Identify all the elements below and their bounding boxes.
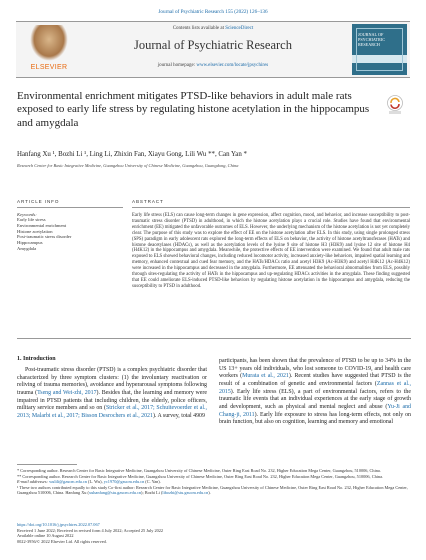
contents-line [80,26,346,31]
body-text: ). Early life exposure to stress has long-term effects, not only on brain function, but also on cognition, learning and memory and emotional [219,411,411,426]
elsevier-tree-icon [30,25,68,61]
footnote-co-first [17,485,411,496]
footnotes [17,468,411,496]
received-dates: Received 1 June 2022; Received in revised form 4 July 2022; Accepted 25 July 2022 [17,527,164,533]
keyword: Post-traumatic stress disorder [17,234,72,240]
author-list[interactable]: Hanfang Xu ¹, Bozhi Li ¹, Ling Li, Zhixin Fan, Xiayu Gong, Lili Wu **, Can Yan * [17,151,247,158]
article-title: Environmental enrichment mitigates PTSD-like behaviors in adult male rats exposed to early life stress by regulating histone acetylation in the hippocampus and amygdala [17,90,370,129]
keywords-block [17,212,127,252]
email-suffix: (C. Yan). [144,479,161,484]
journal-title: Journal of Psychiatric Research [134,38,292,52]
running-header[interactable]: Journal of Psychiatric Research 155 (2022) 126–136 [158,9,268,15]
journal-cover[interactable] [352,24,407,75]
divider [17,338,411,339]
co-first-note: ¹ These two authors contributed equally to this study Co-first author: Research Center for Basic Integrative Medicine, Guangzhou University of Chinese Medicine, Outer Ring East Road No. 232, Higher Education Mega Center, Guangzhou 510006, China. Hanfang Xu ( [17,484,408,495]
homepage-line [80,63,346,68]
doi-link[interactable]: https://doi.org/10.1016/j.jpsychires.2022.07.067 [17,522,100,527]
copyright: 0022-3956/© 2022 Elsevier Ltd. All rights reserved. [17,538,107,544]
email-link[interactable]: yc1970@gzucm.edu.cn [103,479,145,484]
citation-link[interactable]: Yu-Ji and Chang-ji, 2011 [219,403,412,418]
available-online: Available online 10 August 2022 [17,533,74,538]
abstract-header: ABSTRACT [132,199,164,204]
homepage-link[interactable]: www.elsevier.com/locate/jpsychires [196,63,269,68]
citation-link[interactable]: Murata et al., 2021 [242,373,289,380]
email-link[interactable]: wulili@gzucm.edu.cn [49,479,87,484]
publication-info [17,522,317,544]
email-suffix: (L. Wu), [86,479,104,484]
sciencedirect-link[interactable]: ScienceDirect [225,26,254,31]
email-link[interactable]: xuhanfang@stu.gzucm.edu.cn [88,490,142,495]
section-heading: 1. Introduction [17,356,56,362]
contents-prefix: Contents lists available at [172,26,226,31]
keywords-label: Keywords: [17,212,37,217]
footnote-corresponding-2: ** Corresponding author. Research Center for Basic Integrative Medicine, Guangzhou University of Chinese Medicine, Outer Ring East Road No. 232, Higher Education Mega Center, Guangzhou, 510006, China. [17,473,384,479]
abstract-text: Early life stress (ELS) can cause long-term changes in gene expression, affect cognition, mood, and behavior, and increase susceptibility to post-traumatic stress disorder (PTSD) in adulthood, in which the histone acetylation plays a crucial role. Studies have found that environmental enrichment (EE) mitigated the unfavorable outcomes of ELS. However, the underlying mechanism of the histone acetylation is not yet completely clear. The purpose of this study was to explore the effect of EE on the histone acetylation after ELS. In this study, using single prolonged stress (SPS) paradigm in early adolescent rats explored the long-term effects of ELS on behavior, the activity of histone acetyltransferases (HATs) and histone deacetylases (HDACs), as well as the acetylation levels of the lysine 9 site of histone H3 (H3K9) and lysine 12 site of histone H4 (H4K12) in the hippocampus and amygdala. Meanwhile, the protective effects of EE intervention were examined. We found that adult male rats exposed to ELS showed behavioral changes, including reduced locomotor activity, increased anxiety-like behaviors, impaired spatial learning and memory, enhanced contextual and cued fear memory, and the HATs/HDACs ratio and acetyl H3K9 (Ac-H3K9) and acetyl H4K12 (Ac-H4K12) were increased in the hippocampus and decreased in the amygdala. Furthermore, EE attenuated the behavioral abnormalities from ELS, possibly through sites-regulating the activity of HATs in the hippocampus and up-regulating HDACs activities in the amygdala. These finding suggested that EE could ameliorate ELS-induced PTSD-like behaviors by regulating histone acetylation in the hippocampus and amygdala, reducing the susceptibility to PTSD in adulthood. [132,213,410,289]
publisher-wordmark: ELSEVIER [30,64,68,71]
body-text: ). Recent studies have suggested that PTSD is the result of a combination of genetic and environmental factors ( [219,373,411,387]
email-prefix: E-mail addresses: [17,479,50,484]
intro-right-column [219,358,411,427]
homepage-prefix: journal homepage: [157,63,197,68]
keyword: Early life stress [17,217,46,222]
article-info-header: ARTICLE INFO [17,199,60,204]
body-text: participants, has been shown that the prevalence of PTSD to be up to 34% in the US 13+ years old individuals, who lost someone to COVID-19, and health care workers ( [219,358,411,380]
footnote-corresponding-1: * Corresponding author. Research Center for Basic Integrative Medicine, Guangzhou University of Chinese Medicine, Outer Ring East Road No. 232, Higher Education Mega Center, Guangzhou, 510006, China. [17,468,381,473]
keyword: Environmental enrichment [17,222,67,228]
intro-left-column [17,367,207,421]
citation-link[interactable]: Tseng and Wei-zhi, 2017 [37,389,97,396]
keyword: Histone acetylation [17,228,53,234]
keyword: Hippocampus [17,240,43,246]
citation-link[interactable]: Zannas et al., 2015 [219,380,411,395]
body-text: ). Besides that, the learning and memory were impaired in PTSD patients that including children, the elderly, police officers, military service members and so on ( [17,389,207,412]
keyword: Amygdala [17,245,37,251]
cover-title: JOURNAL OF PSYCHIATRIC RESEARCH [358,32,385,47]
body-text: ). A survey, total 4909 [152,412,205,419]
citation-link[interactable]: Stricker et al., 2017; Schuitevoerder et al., 2013; Malarbi et al., 2017; Bisson Desrochers et al., 2021 [17,405,207,419]
divider [132,207,410,208]
check-for-updates-icon[interactable] [386,94,404,116]
email-link[interactable]: libozhi@stu.gzucm.edu.cn [162,490,209,495]
divider [17,207,123,208]
body-text: ). Early life stress (ELS), a part of environmental factors, refers to the traumatic life events that an individual experiences at the early stage of growth and development, such as physical and mental neglect and abuse ( [219,388,411,410]
body-text: Post-traumatic stress disorder (PTSD) is a complex psychiatric disorder that characterized by three symptom clusters: (1) the involuntary reactivation or reliving of trauma memories), avoidance and hyperarousal symptoms following trauma ( [17,367,207,396]
co-first-note-mid: ); Bozhi Li ( [141,490,163,495]
co-first-note-end: ). [208,490,211,495]
affiliation: Research Center for Basic Integrative Medicine, Guangzhou University of Chinese Medicine, Guangzhou, Guangdong, China [17,163,239,168]
elsevier-logo[interactable] [18,24,80,74]
footnote-divider [17,464,77,465]
